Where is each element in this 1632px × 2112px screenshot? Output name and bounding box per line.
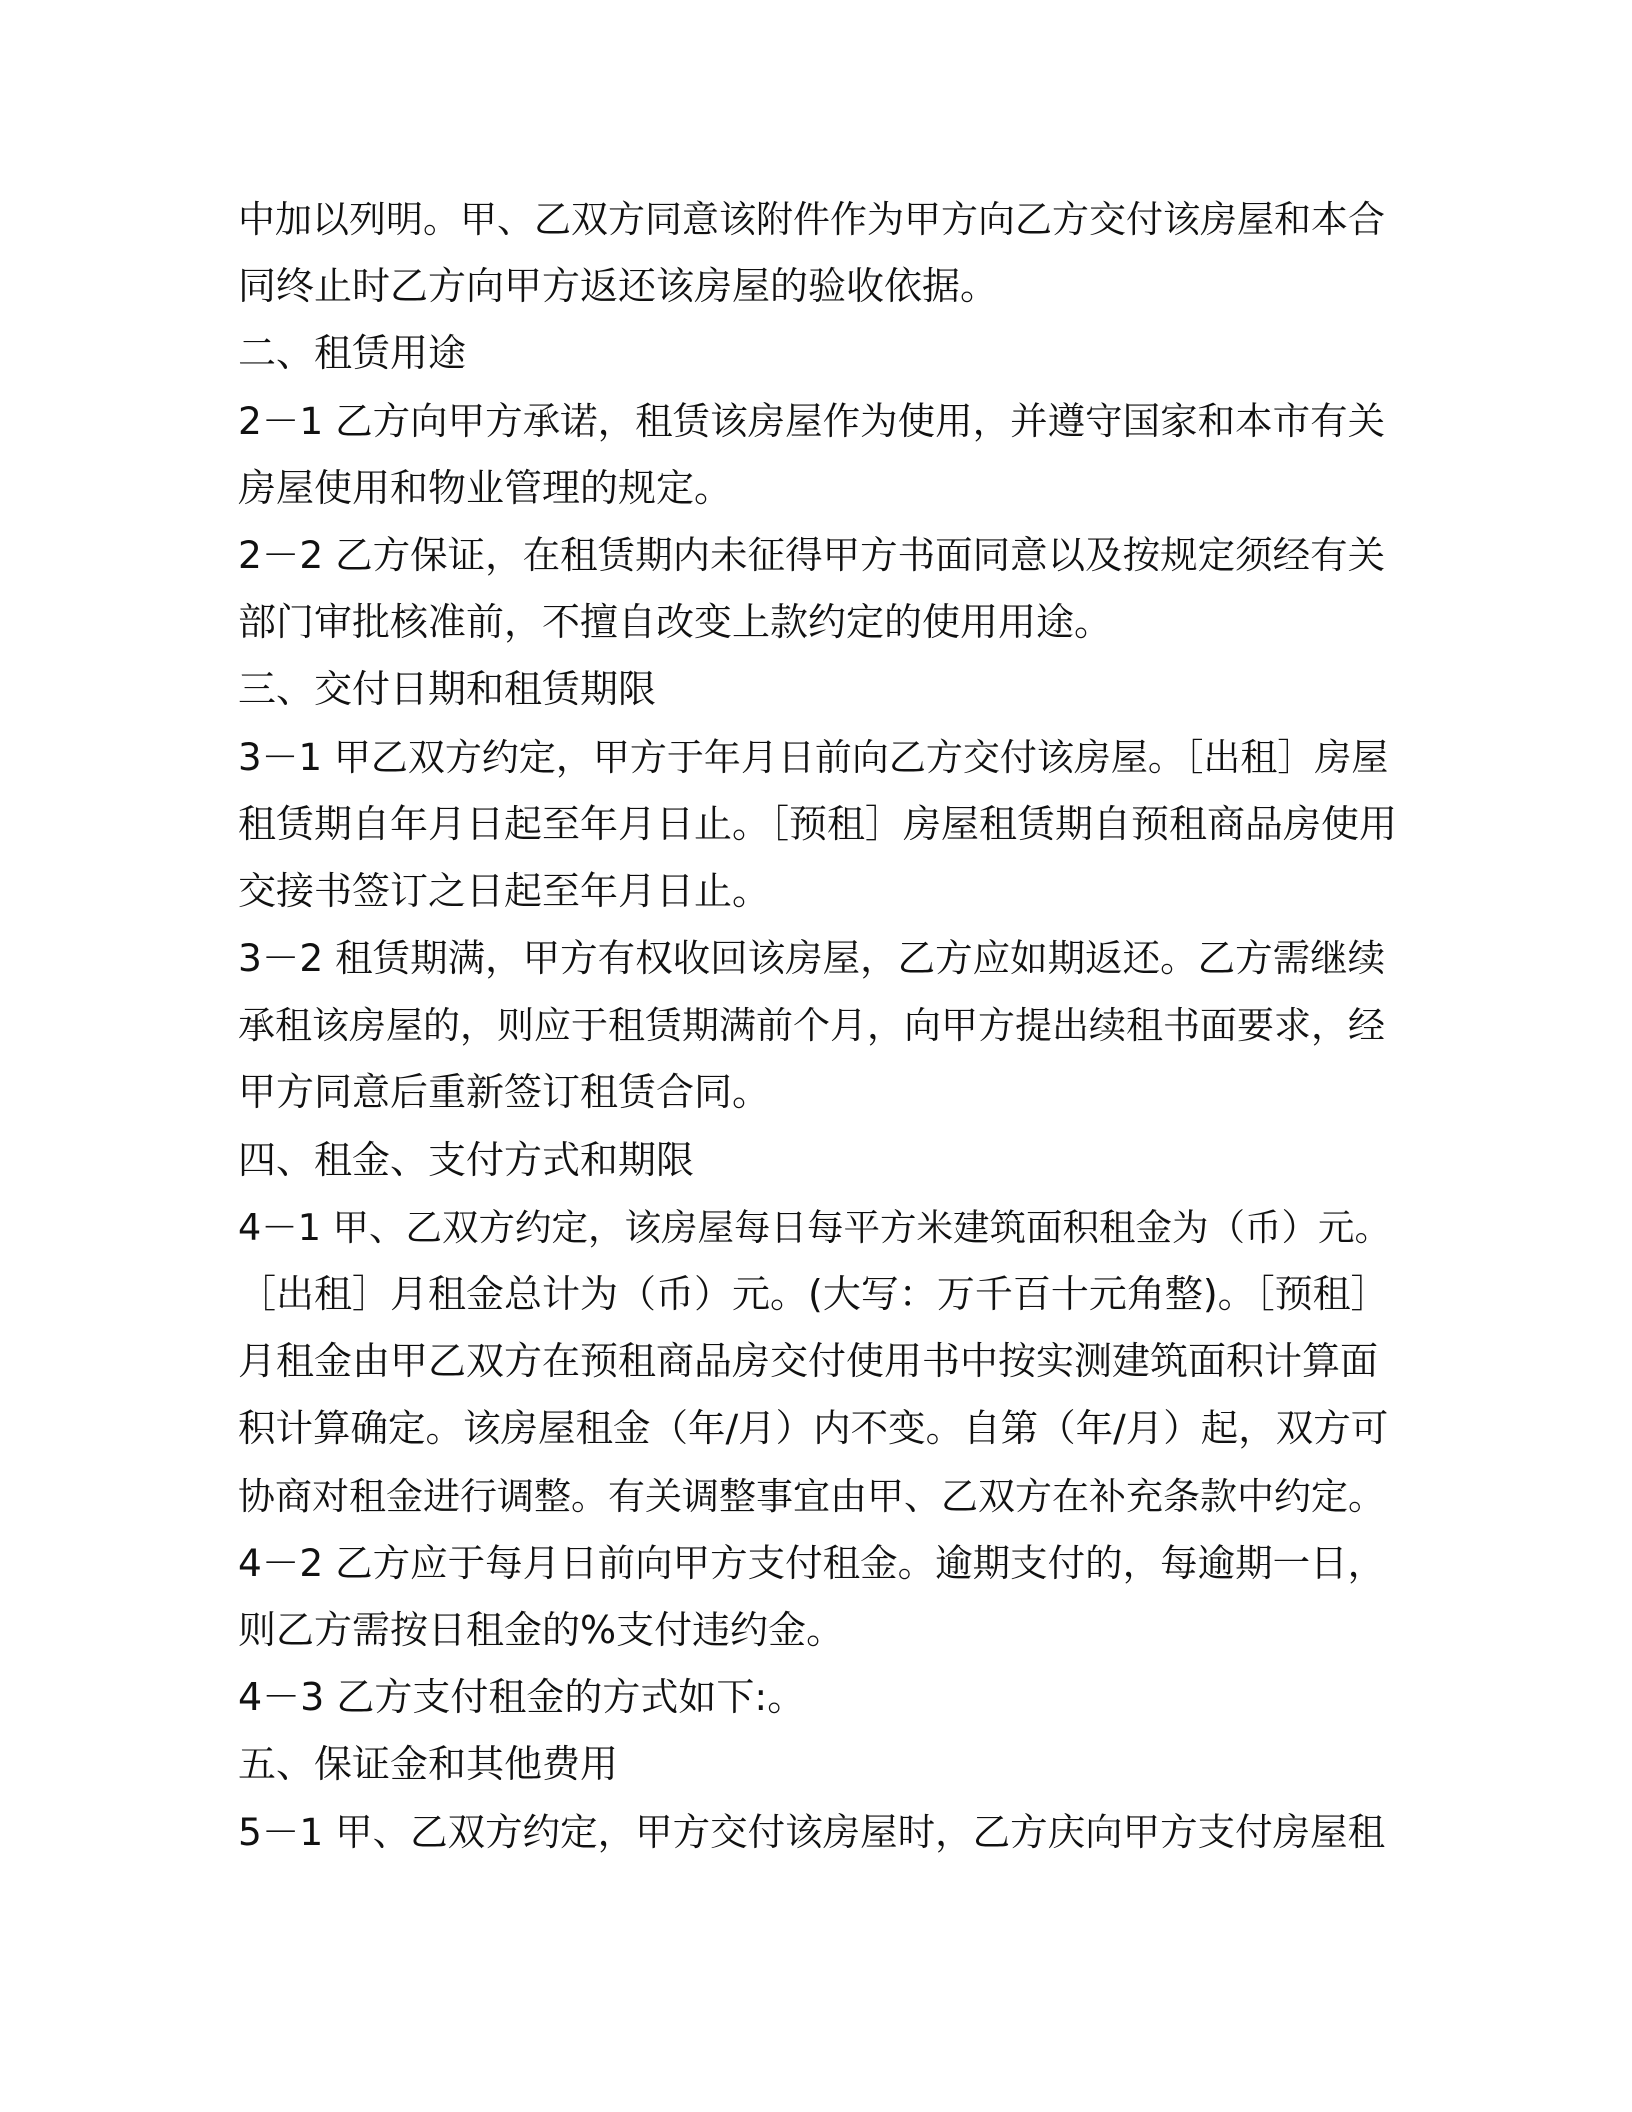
text-line-5: 房屋使用和物业管理的规定。: [238, 465, 733, 510]
text-line-21: 4－2 乙方应于每月日前向甲方支付租金。逾期支付的，每逾期一日，: [238, 1540, 1386, 1585]
text-line-19: 积计算确定。该房屋租金（年/月）内不变。自第（年/月）起，双方可: [238, 1406, 1389, 1451]
text-line-6: 2－2 乙方保证，在租赁期内未征得甲方书面同意以及按规定须经有关: [238, 532, 1386, 577]
text-line-1: 中加以列明。甲、乙双方同意该附件作为甲方向乙方交付该房屋和本合: [238, 198, 1385, 241]
text-line-23: 4－3 乙方支付租金的方式如下:。: [238, 1675, 806, 1720]
text-line-10: 租赁期自年月日起至年月日止。［预租］房屋租赁期自预租商品房使用: [238, 801, 1398, 846]
section-heading-3-delivery-term: 三、交付日期和租赁期限: [238, 667, 657, 712]
text-line-9: 3－1 甲乙双方约定，甲方于年月日前向乙方交付该房屋。［出租］房屋: [238, 735, 1389, 779]
text-line-20: 协商对租金进行调整。有关调整事宜由甲、乙双方在补充条款中约定。: [238, 1474, 1385, 1518]
text-line-25: 5－1 甲、乙双方约定，甲方交付该房屋时，乙方庆向甲方支付房屋租: [238, 1809, 1386, 1854]
text-line-16: 4－1 甲、乙双方约定，该房屋每日每平方米建筑面积租金为（币）元。: [238, 1205, 1392, 1249]
text-line-2: 同终止时乙方向甲方返还该房屋的验收依据。: [238, 264, 999, 309]
text-line-11: 交接书签订之日起至年月日止。: [238, 868, 771, 913]
section-heading-4-rent-payment: 四、租金、支付方式和期限: [238, 1137, 695, 1182]
text-line-13: 承租该房屋的，则应于租赁期满前个月，向甲方提出续租书面要求，经: [238, 1004, 1385, 1048]
text-line-18: 月租金由甲乙双方在预租商品房交付使用书中按实测建筑面积计算面: [238, 1339, 1379, 1384]
contract-text-body: [238, 186, 1398, 1866]
section-heading-5-deposit-fees: 五、保证金和其他费用: [238, 1742, 619, 1787]
text-line-7: 部门审批核准前，不擅自改变上款约定的使用用途。: [238, 600, 1113, 645]
text-line-14: 甲方同意后重新签订租赁合同。: [238, 1070, 771, 1115]
text-line-12: 3－2 租赁期满，甲方有权收回该房屋，乙方应如期返还。乙方需继续: [238, 936, 1386, 981]
text-line-22: 则乙方需按日租金的%支付违约金。: [238, 1607, 845, 1652]
text-line-4: 2－1 乙方向甲方承诺，租赁该房屋作为使用，并遵守国家和本市有关: [238, 398, 1386, 443]
section-heading-2-lease-purpose: 二、租赁用途: [238, 331, 467, 376]
text-line-17: ［出租］月租金总计为（币）元。(大写：万千百十元角整)。［预租］: [238, 1272, 1389, 1316]
